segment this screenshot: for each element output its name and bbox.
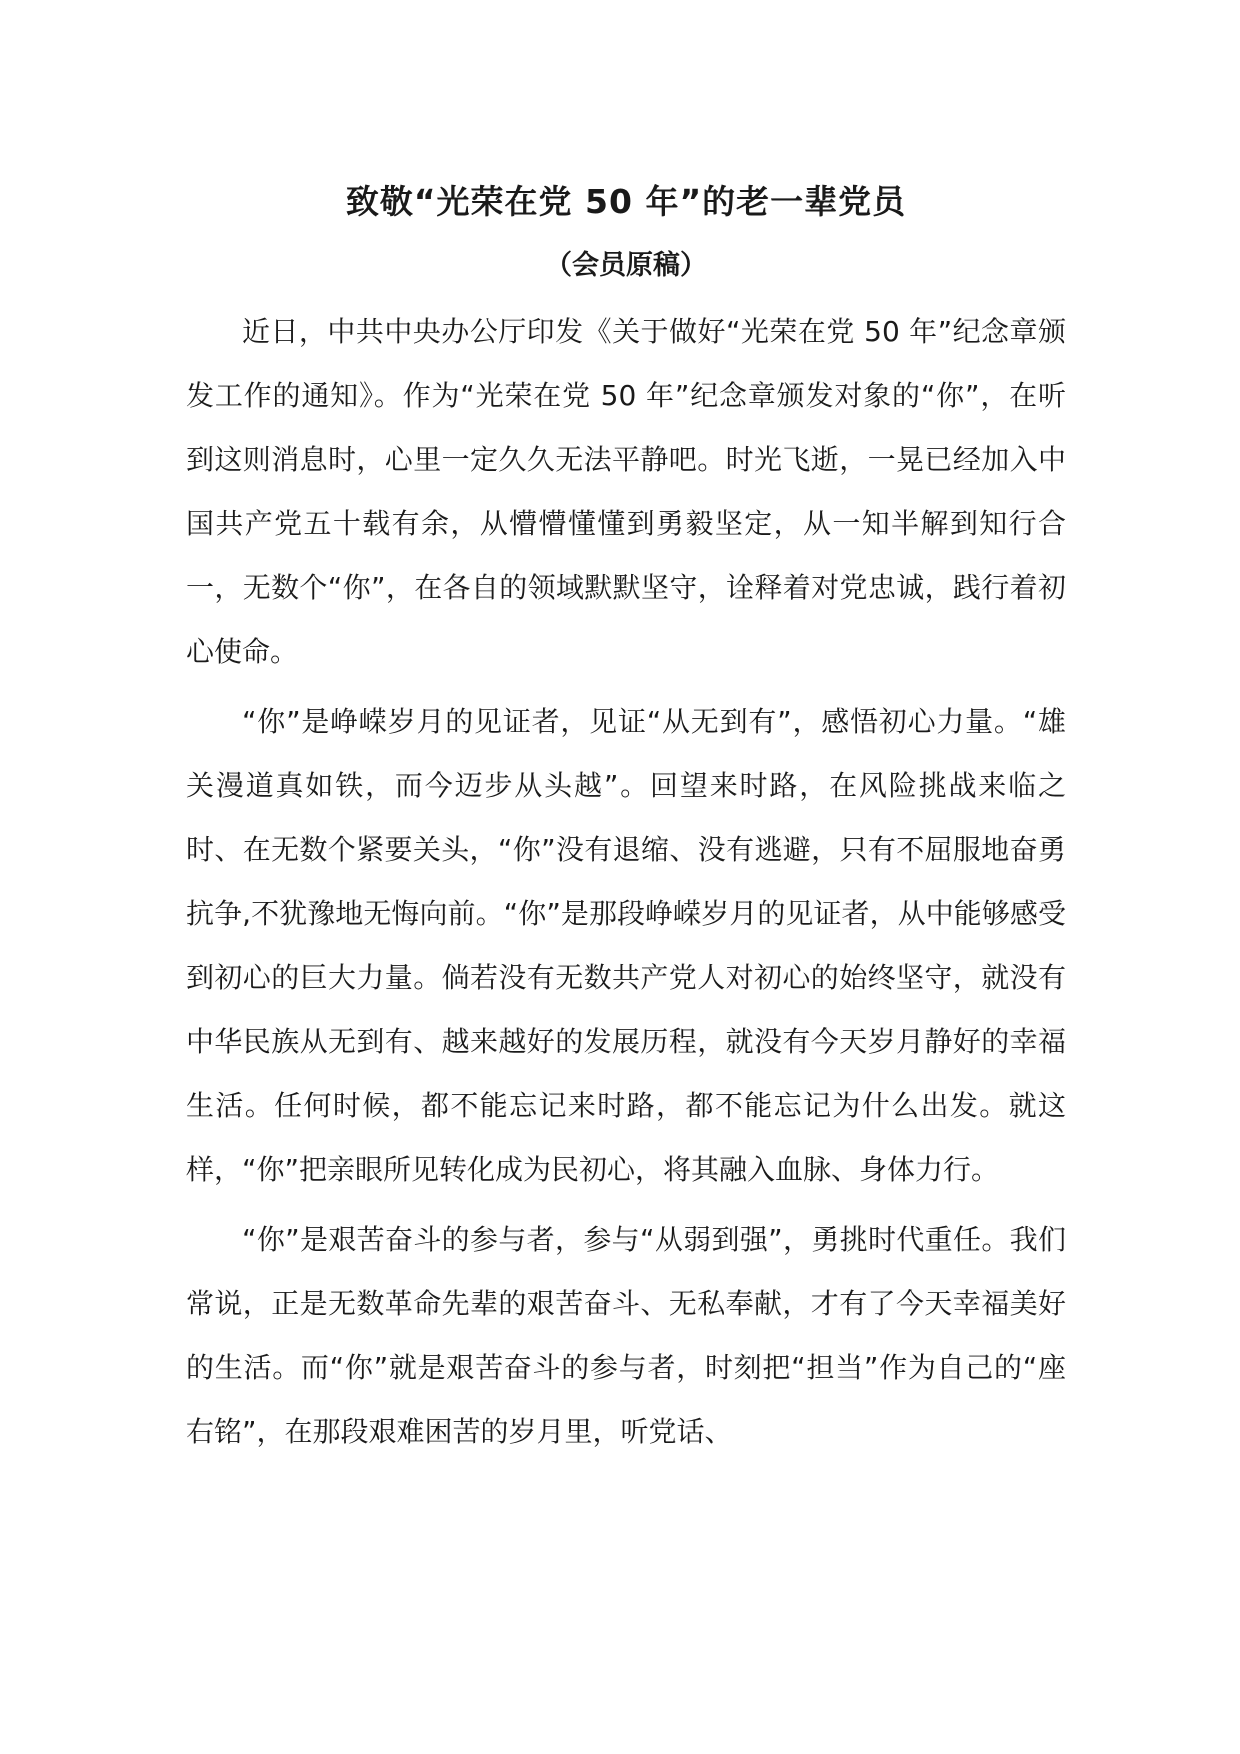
paragraph-3: “你”是艰苦奋斗的参与者，参与“从弱到强”，勇挑时代重任。我们常说，正是无数革命先辈的艰苦奋斗、无私奉献，才有了今天幸福美好的生活。而“你”就是艰苦奋斗的参与者，时刻把“担当”作为自己的“座右铭”，在那段艰难困苦的岁月里，听党话、 <box>186 1223 1066 1448</box>
document-page <box>186 170 1066 1470</box>
paragraph-1: 近日，中共中央办公厅印发《关于做好“光荣在党 50 年”纪念章颁发工作的通知》。作为“光荣在党 50 年”纪念章颁发对象的“你”，在听到这则消息时，心里一定久久无法平静吧。时光飞逝，一晃已经加入中国共产党五十载有余，从懵懵懂懂到勇毅坚定，从一知半解到知行合一，无数个“你”，在各自的领域默默坚守，诠释着对党忠诚，践行着初心使命。 <box>186 315 1066 668</box>
document-subtitle: （会员原稿） <box>545 250 707 281</box>
paragraph-2: “你”是峥嵘岁月的见证者，见证“从无到有”，感悟初心力量。“雄关漫道真如铁，而今迈步从头越”。回望来时路，在风险挑战来临之时、在无数个紧要关头，“你”没有退缩、没有逃避，只有不屈服地奋勇抗争,不犹豫地无悔向前。“你”是那段峥嵘岁月的见证者，从中能够感受到初心的巨大力量。倘若没有无数共产党人对初心的始终坚守，就没有中华民族从无到有、越来越好的发展历程，就没有今天岁月静好的幸福生活。任何时候，都不能忘记来时路，都不能忘记为什么出发。就这样，“你”把亲眼所见转化成为民初心，将其融入血脉、身体力行。 <box>186 705 1066 1186</box>
document-title: 致敬“光荣在党 50 年”的老一辈党员 <box>345 182 907 221</box>
